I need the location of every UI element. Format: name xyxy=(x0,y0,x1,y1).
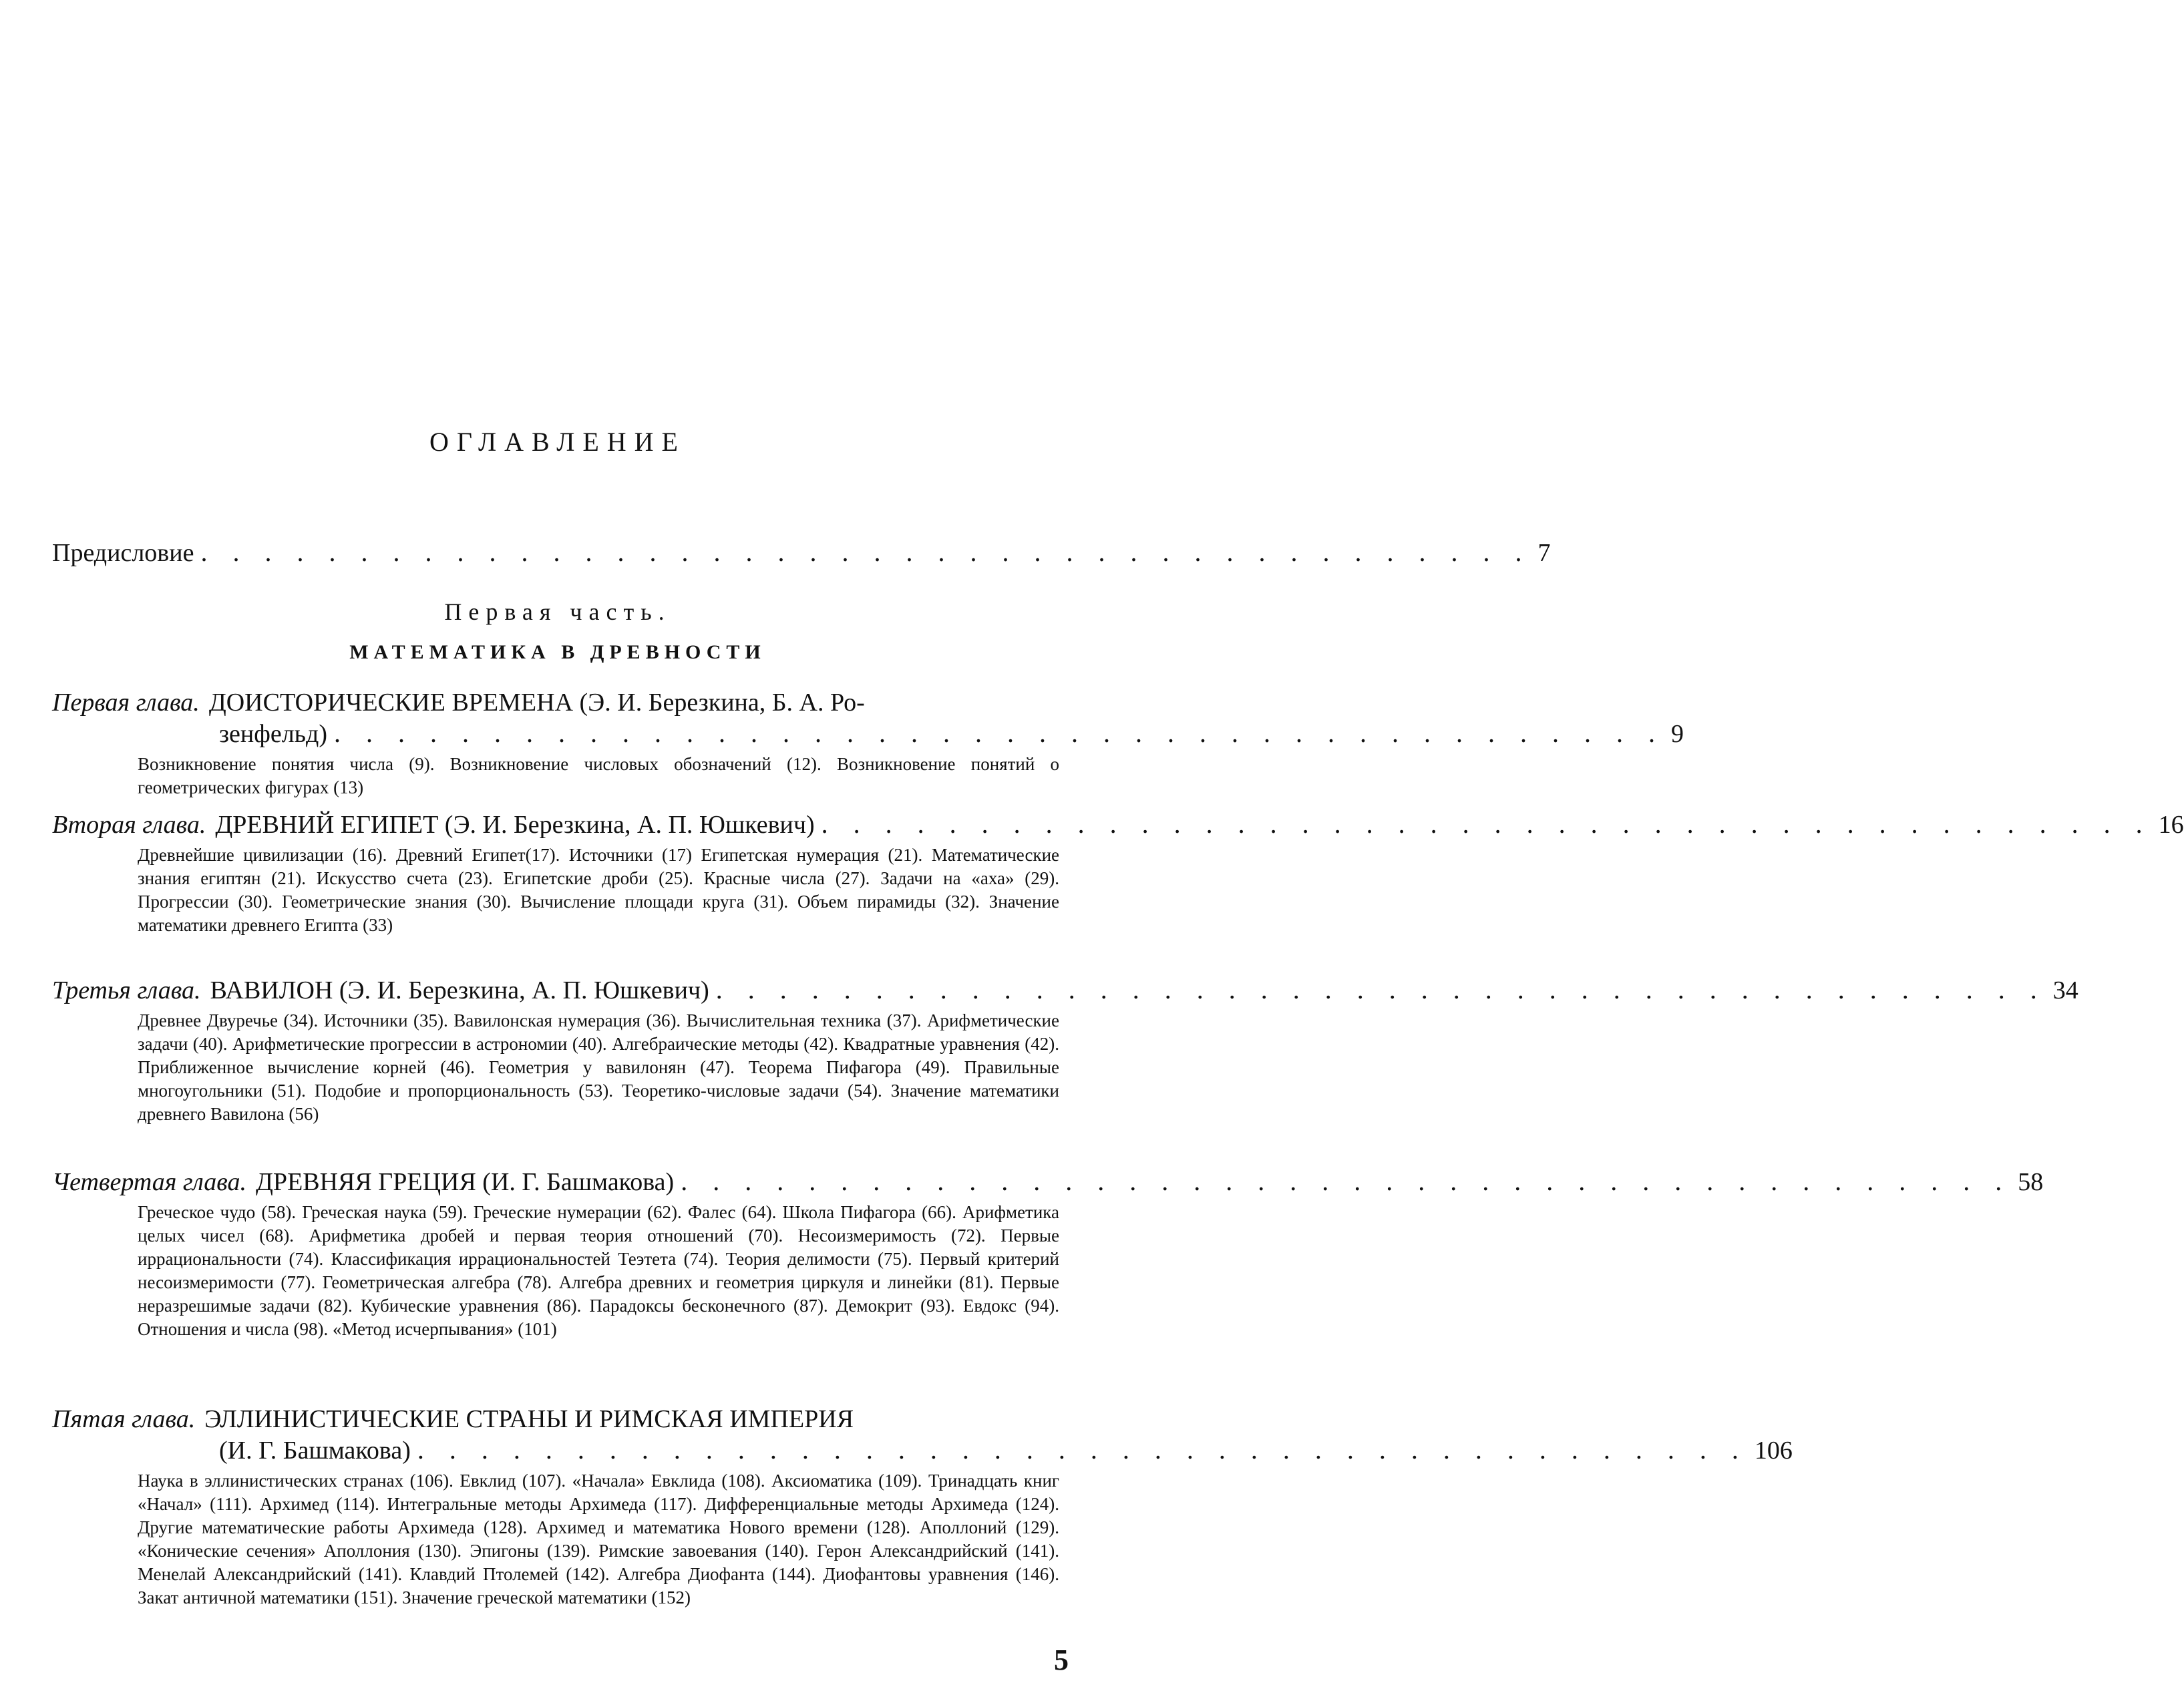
chapter-4-entry[interactable] xyxy=(52,1165,2044,1341)
chapter-title: ДРЕВНЯЯ ГРЕЦИЯ (И. Г. Башмакова) xyxy=(256,1168,675,1196)
chapter-label: Третья глава. xyxy=(52,976,201,1004)
dot-leader: . . . . . . . . . . . . . . . . . . . . . . . . . . . . . . . . . . . . . . . . . . xyxy=(200,537,1531,567)
chapter-title: ЭЛЛИНИСТИЧЕСКИЕ СТРАНЫ И РИМСКАЯ ИМПЕРИЯ xyxy=(204,1405,854,1433)
chapter-label: Вторая глава. xyxy=(52,811,206,839)
chapter-page: 34 xyxy=(2052,976,2078,1004)
chapter-title: ВАВИЛОН (Э. И. Березкина, А. П. Юшкевич) xyxy=(210,976,709,1004)
dot-leader: . . . . . . . . . . . . . . . . . . . . . . . . . . . . . . . . . . . . . . . . . . xyxy=(417,1435,1748,1465)
page-title: ОГЛАВЛЕНИЕ xyxy=(429,427,686,457)
chapter-page: 16 xyxy=(2158,811,2184,839)
chapter-page: 58 xyxy=(2018,1168,2044,1196)
chapter-title: ДОИСТОРИЧЕСКИЕ ВРЕМЕНА (Э. И. Березкина, Б. А. Ро- xyxy=(208,689,865,717)
chapter-1-entry[interactable] xyxy=(52,688,1684,799)
chapter-page: 106 xyxy=(1754,1437,1793,1465)
chapter-label: Первая глава. xyxy=(52,689,200,717)
chapter-title: ДРЕВНИЙ ЕГИПЕТ (Э. И. Березкина, А. П. Юшкевич) xyxy=(215,811,815,839)
dot-leader: . . . . . . . . . . . . . . . . . . . . . . . . . . . . . . . . . . . . . . . . . . xyxy=(333,718,1664,748)
chapter-title-continued: (И. Г. Башмакова) xyxy=(219,1437,411,1465)
folio: 5 xyxy=(1054,1644,1069,1676)
part-subtitle: МАТЕМАТИКА В ДРЕВНОСТИ xyxy=(349,641,766,663)
part-title: Первая часть. xyxy=(444,598,671,625)
chapter-2-entry[interactable] xyxy=(52,808,2184,937)
chapter-label: Пятая глава. xyxy=(52,1405,196,1433)
preface-label: Предисловие xyxy=(52,539,194,567)
chapter-contents: Древнее Двуречье (34). Источники (35). Вавилонская нумерация (36). Вычислительная техника (37). Арифметические задачи (40). Арифметические прогрессии в астрономии (40). Алгебраические методы (42). Квадратные уравнения (42). Приближенное вычисление корней (46). Геометрия у вавилонян (47). Теорема Пифагора (49). Правильные многоугольники (51). Подобие и пропорциональность (53). Теоретико-числовые задачи (54). Значение математики древнего Вавилона (56) xyxy=(138,1010,1059,1124)
chapter-contents: Возникновение понятия числа (9). Возникновение числовых обозначений (12). Возникновение понятий о геометрических фигурах (13) xyxy=(138,754,1059,797)
chapter-5-entry[interactable] xyxy=(52,1404,1793,1610)
dot-leader: . . . . . . . . . . . . . . . . . . . . . . . . . . . . . . . . . . . . . . . . . . xyxy=(715,974,2046,1004)
chapter-contents: Греческое чудо (58). Греческая наука (59). Греческие нумерации (62). Фалес (64). Школа Пифагора (66). Арифметика целых чисел (68). Арифметика дробей и первая теория отношений (70). Несоизмеримость (72). Первые иррациональности (74). Классификация иррациональностей Теэтета (74). Теория делимости (75). Первый критерий несоизмеримости (77). Геометрическая алгебра (78). Алгебра древних и геометрия циркуля и линейки (81). Первые неразрешимые задачи (82). Кубические уравнения (86). Парадоксы бесконечного (87). Демокрит (93). Евдокс (94). Отношения и числа (98). «Метод исчерпывания» (101) xyxy=(138,1202,1059,1339)
preface-page: 7 xyxy=(1537,539,1551,567)
preface-entry[interactable] xyxy=(52,536,1551,568)
dot-leader: . . . . . . . . . . . . . . . . . . . . . . . . . . . . . . . . . . . . . . . . . . xyxy=(681,1166,2012,1196)
dot-leader: . . . . . . . . . . . . . . . . . . . . . . . . . . . . . . . . . . . . . . . . . . xyxy=(821,809,2152,839)
chapter-contents: Наука в эллинистических странах (106). Евклид (107). «Начала» Евклида (108). Аксиоматика (109). Тринадцать книг «Начал» (111). Архимед (114). Интегральные методы Архимеда (117). Дифференциальные методы Архимеда (124). Другие математические работы Архимеда (128). Архимед и математика Нового времени (128). Аполлоний (129). «Конические сечения» Аполлония (130). Эпигоны (139). Римские завоевания (140). Герон Александрийский (141). Менелай Александрийский (141). Клавдий Птолемей (142). Алгебра Диофанта (144). Диофантовы уравнения (146). Закат античной математики (151). Значение греческой математики (152) xyxy=(138,1471,1059,1607)
chapter-title-continued: зенфельд) xyxy=(219,720,327,748)
chapter-label: Четвертая глава. xyxy=(52,1168,247,1196)
chapter-page: 9 xyxy=(1670,720,1684,748)
chapter-3-entry[interactable] xyxy=(52,974,2078,1126)
chapter-contents: Древнейшие цивилизации (16). Древний Египет(17). Источники (17) Египетская нумерация (21). Математические знания египтян (21). Искусство счета (23). Египетские дроби (25). Красные числа (27). Задачи на «аха» (29). Прогрессии (30). Геометрические знания (30). Вычисление площади круга (31). Объем пирамиды (32). Значение математики древнего Египта (33) xyxy=(138,845,1059,935)
